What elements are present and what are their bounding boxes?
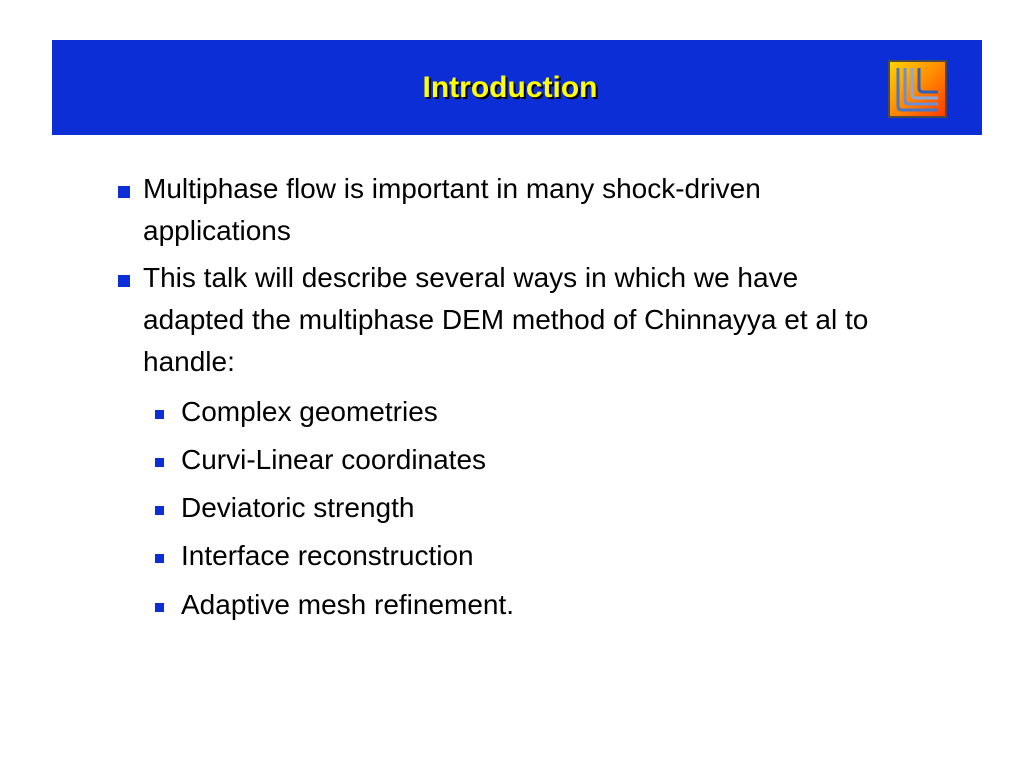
- sub-bullet-text: Adaptive mesh refinement.: [181, 589, 515, 620]
- slide-title: Introduction: [422, 71, 598, 104]
- list-item: [155, 494, 895, 525]
- square-bullet-icon: [155, 410, 164, 419]
- sub-bullet-text: Interface reconstruction: [181, 540, 474, 571]
- bullet-text: Multiphase flow is important in many shock-driven applications: [143, 173, 761, 246]
- list-item: [155, 398, 895, 429]
- list-item: [155, 446, 895, 477]
- square-bullet-icon: [155, 506, 164, 515]
- list-item: [155, 591, 895, 622]
- sub-bullet-text: Curvi-Linear coordinates: [181, 444, 487, 475]
- sub-bullet-text: Complex geometries: [181, 396, 438, 427]
- square-bullet-icon: [155, 603, 164, 612]
- square-bullet-icon: [118, 186, 130, 198]
- bullet-text: This talk will describe several ways in which we have adapted the multiphase DEM method of Chinnayya et al to handle:: [143, 262, 869, 377]
- sub-bullet-text: Deviatoric strength: [181, 492, 415, 523]
- square-bullet-icon: [155, 458, 164, 467]
- list-item: [118, 175, 898, 252]
- square-bullet-icon: [118, 275, 130, 287]
- list-item: [155, 542, 895, 573]
- square-bullet-icon: [155, 554, 164, 563]
- list-item: [118, 264, 898, 383]
